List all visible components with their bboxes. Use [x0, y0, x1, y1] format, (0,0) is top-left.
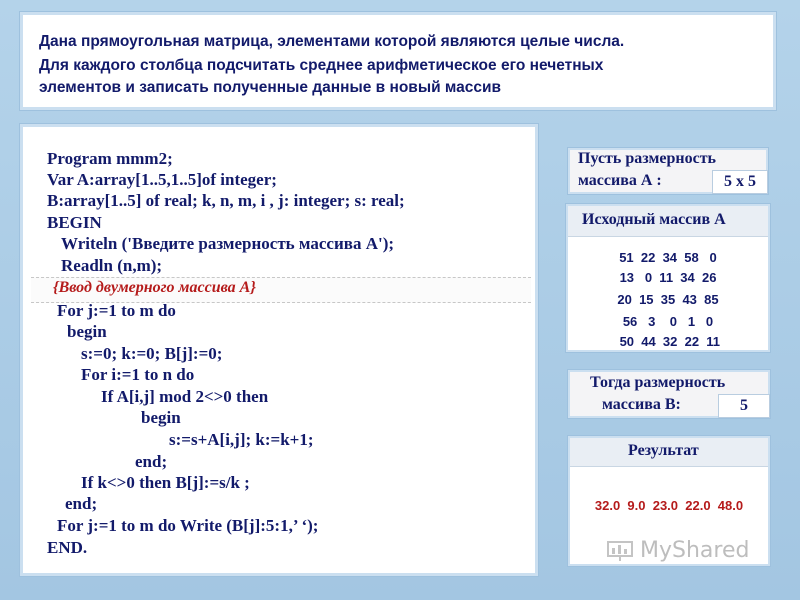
code-line-16: If k<>0 then B[j]:=s/k ;	[81, 473, 250, 492]
dimension-panel	[568, 148, 768, 194]
code-line-12: If A[i,j] mod 2<>0 then	[101, 387, 269, 406]
code-line-18: For j:=1 to m do Write (B[j]:5:1,’ ‘);	[57, 516, 319, 535]
source-matrix-header	[568, 206, 768, 237]
b-dimension-panel	[568, 370, 770, 418]
task-line-1: Дана прямоугольная матрица, элементами которой являются целые числа.	[39, 33, 625, 50]
code-line-6: Readln (n,m);	[61, 256, 163, 275]
source-matrix-panel	[566, 204, 770, 352]
dimension-label-1: Пусть размерность	[578, 150, 717, 167]
code-line-5: Writeln ('Введите размерность массива А');	[61, 234, 395, 253]
task-line-2: Для каждого столбца подсчитать среднее арифметическое его нечетных	[39, 57, 604, 74]
code-line-3: B:array[1..5] of real; k, n, m, i , j: integer; s: real;	[47, 191, 405, 210]
task-line-3: элементов и записать полученные данные в новый массив	[39, 79, 502, 96]
code-line-13: begin	[141, 408, 181, 427]
result-header	[570, 438, 768, 467]
result-title: Результат	[628, 442, 699, 459]
code-line-17: end;	[65, 494, 98, 513]
matrix-row-5: 50 44 32 22 11	[615, 334, 721, 349]
dimension-label-2: массива А :	[578, 172, 662, 189]
code-line-10: s:=0; k:=0; B[j]:=0;	[81, 344, 223, 363]
result-values: 32.0 9.0 23.0 22.0 48.0	[594, 498, 744, 513]
matrix-row-1: 51 22 34 58 0	[619, 250, 717, 265]
watermark-text: MyShared	[640, 538, 750, 563]
code-comment-line: {Ввод двумерного массива А}	[53, 279, 256, 296]
matrix-row-3: 20 15 35 43 85	[617, 292, 719, 307]
code-line-8: For j:=1 to m do	[57, 301, 176, 320]
code-line-14: s:=s+A[i,j]; k:=k+1;	[169, 430, 314, 449]
source-matrix-title: Исходный массив А	[582, 211, 726, 228]
b-dimension-value: 5	[718, 394, 770, 418]
code-line-1: Program mmm2;	[47, 149, 173, 168]
b-dimension-label-1: Тогда размерность	[590, 374, 726, 391]
code-line-19: END.	[47, 538, 88, 557]
matrix-row-2: 13 0 11 34 26	[619, 270, 717, 285]
b-dimension-label-2: массива В:	[602, 396, 681, 413]
dimension-value: 5 x 5	[712, 170, 768, 194]
code-listing-box	[20, 124, 538, 576]
code-line-9: begin	[67, 322, 107, 341]
presentation-logo-icon	[606, 540, 634, 562]
code-line-4: BEGIN	[47, 213, 102, 232]
code-line-2: Var A:array[1..5,1..5]of integer;	[47, 170, 277, 189]
code-line-11: For i:=1 to n do	[81, 365, 195, 384]
matrix-row-4: 56 3 0 1 0	[622, 314, 714, 329]
task-statement-box	[20, 12, 776, 110]
code-line-15: end;	[135, 452, 168, 471]
